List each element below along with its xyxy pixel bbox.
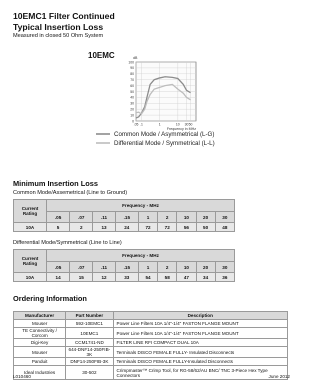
insertion-loss-chart: [26, 50, 274, 168]
y-tick-label: 40: [130, 95, 134, 100]
current-rating-header: Current Rating: [14, 200, 47, 223]
frequency-col-header: 20: [196, 212, 215, 223]
legend-entry: Common Mode / Asymmetrical (L-G): [114, 131, 215, 138]
document-code: L010460: [13, 374, 31, 379]
loss-value-cell: 34: [196, 273, 215, 282]
y-tick-label: 0: [132, 119, 134, 124]
ordering-cell: Terminals DISCO FEMALE FULLY-Insulated Disconnects: [113, 358, 287, 366]
ordering-cell: Power Line Filters 10A 1/4"-1/4" FASTON FLANGE MOUNT: [113, 328, 287, 339]
frequency-col-header: .15: [115, 212, 138, 223]
ordering-col-header: Part Number: [66, 312, 113, 320]
ordering-cell: DNF14-250FIB-3K: [66, 358, 113, 366]
ordering-cell: Panduit: [14, 358, 66, 366]
ordering-cell: 30-502: [66, 366, 113, 380]
ordering-cell: Power Line Filters 10A 1/4"-1/4" FASTON FLANGE MOUNT: [113, 320, 287, 328]
ordering-cell: FILTER LINE RFI COMPACT DUAL 10A: [113, 339, 287, 347]
differential-mode-subheading: Differential Mode/Symmetrical (Line to Line): [13, 240, 122, 246]
frequency-col-header: 30: [215, 212, 234, 223]
y-tick-label: 20: [130, 107, 134, 112]
loss-value-cell: 72: [138, 223, 157, 232]
frequency-col-header: 30: [215, 262, 234, 273]
legend-entry: Differential Mode / Symmetrical (L-L): [114, 140, 215, 147]
frequency-col-header: 2: [158, 212, 177, 223]
chart-title: 10EMC: [88, 51, 115, 60]
loss-value-cell: 13: [93, 223, 115, 232]
current-rating-header: Current Rating: [14, 250, 47, 273]
loss-value-cell: 14: [47, 273, 70, 282]
frequency-col-header: .15: [115, 262, 138, 273]
x-tick-label: .05: [133, 122, 139, 127]
frequency-col-header: 10: [177, 262, 196, 273]
table-row: [14, 339, 288, 347]
frequency-col-header: .07: [70, 262, 93, 273]
y-tick-label: 100: [128, 60, 134, 65]
ordering-cell: Terminals DISCO FEMALE FULLY- Insulated Disconnects: [113, 347, 287, 358]
x-tick-label: 10: [175, 122, 180, 127]
table-row: [14, 320, 288, 328]
common-mode-subheading: Common Mode/Assemetrical (Line to Ground): [13, 190, 128, 196]
common-mode-table: [13, 199, 235, 232]
ordering-cell: Ideal Industries: [14, 366, 66, 380]
y-tick-label: 80: [130, 72, 134, 77]
y-tick-label: 50: [130, 89, 134, 94]
table-row: [14, 358, 288, 366]
loss-value-cell: 12: [93, 273, 115, 282]
frequency-col-header: .11: [93, 262, 115, 273]
measurement-note: Measured in closed 50 Ohm System: [13, 33, 104, 39]
loss-value-cell: 24: [115, 223, 138, 232]
x-tick-label: 30: [184, 122, 189, 127]
chart-svg: [26, 50, 274, 168]
frequency-col-header: .07: [70, 212, 93, 223]
ordering-cell: TE Connectivity / Corcom: [14, 328, 66, 339]
frequency-col-header: 1: [138, 262, 157, 273]
loss-value-cell: 58: [158, 273, 177, 282]
frequency-col-header: 20: [196, 262, 215, 273]
loss-value-cell: 56: [177, 223, 196, 232]
frequency-col-header: .11: [93, 212, 115, 223]
ordering-cell: CCM1741-ND: [66, 339, 113, 347]
y-tick-label: 70: [130, 78, 134, 82]
loss-value-cell: 54: [138, 273, 157, 282]
loss-value-cell: 48: [215, 223, 234, 232]
page-title: 10EMC1 Filter Continued: [13, 11, 115, 21]
loss-value-cell: 2: [70, 223, 93, 232]
ordering-col-header: Description: [113, 312, 287, 320]
frequency-col-header: .05: [47, 262, 70, 273]
frequency-col-header: 2: [158, 262, 177, 273]
ordering-cell: Mouser: [14, 320, 66, 328]
ordering-cell: Mouser: [14, 347, 66, 358]
rating-cell: 10A: [14, 223, 47, 232]
ordering-cell: 592-10EMC1: [66, 320, 113, 328]
frequency-col-header: 10: [177, 212, 196, 223]
ordering-cell: Crimpmaster™ Crimp Tool, for RG-58/62/AU BNC/ TNC 3-Piece Hex Type Connectors: [113, 366, 287, 380]
ordering-table: [13, 311, 288, 380]
table-row: [14, 347, 288, 358]
y-tick-label: 10: [130, 113, 134, 118]
ordering-cell: Digi-Key: [14, 339, 66, 347]
loss-value-cell: 72: [158, 223, 177, 232]
frequency-header: Frequency - MHz: [47, 250, 235, 262]
frequency-col-header: .05: [47, 212, 70, 223]
loss-value-cell: 15: [70, 273, 93, 282]
y-axis-label: dB: [133, 56, 138, 60]
frequency-col-header: 1: [138, 212, 157, 223]
x-tick-label: 50: [188, 122, 193, 127]
y-tick-label: 30: [130, 101, 134, 106]
ordering-cell: 10EMC1: [66, 328, 113, 339]
ordering-heading: Ordering Information: [13, 294, 87, 303]
y-tick-label: 90: [130, 66, 134, 71]
rating-cell: 10A: [14, 273, 47, 282]
x-axis-label: Frequency in MHz: [166, 127, 196, 131]
loss-value-cell: 36: [215, 273, 234, 282]
min-insertion-loss-heading: Minimum Insertion Loss: [13, 179, 98, 188]
y-tick-label: 60: [130, 83, 134, 88]
loss-value-cell: 33: [115, 273, 138, 282]
frequency-header: Frequency - MHz: [47, 200, 235, 212]
document-date: June 2012: [268, 374, 290, 379]
table-row: [14, 328, 288, 339]
x-tick-label: .1: [140, 122, 143, 127]
loss-value-cell: 50: [196, 223, 215, 232]
page-subtitle: Typical Insertion Loss: [13, 22, 104, 32]
ordering-cell: 644-DNF14-250FIB-3K: [66, 347, 113, 358]
loss-value-cell: 5: [47, 223, 70, 232]
x-tick-label: 1: [158, 122, 161, 127]
ordering-col-header: Manufacturer: [14, 312, 66, 320]
loss-value-cell: 47: [177, 273, 196, 282]
table-row: [14, 366, 288, 380]
differential-mode-table: [13, 249, 235, 282]
